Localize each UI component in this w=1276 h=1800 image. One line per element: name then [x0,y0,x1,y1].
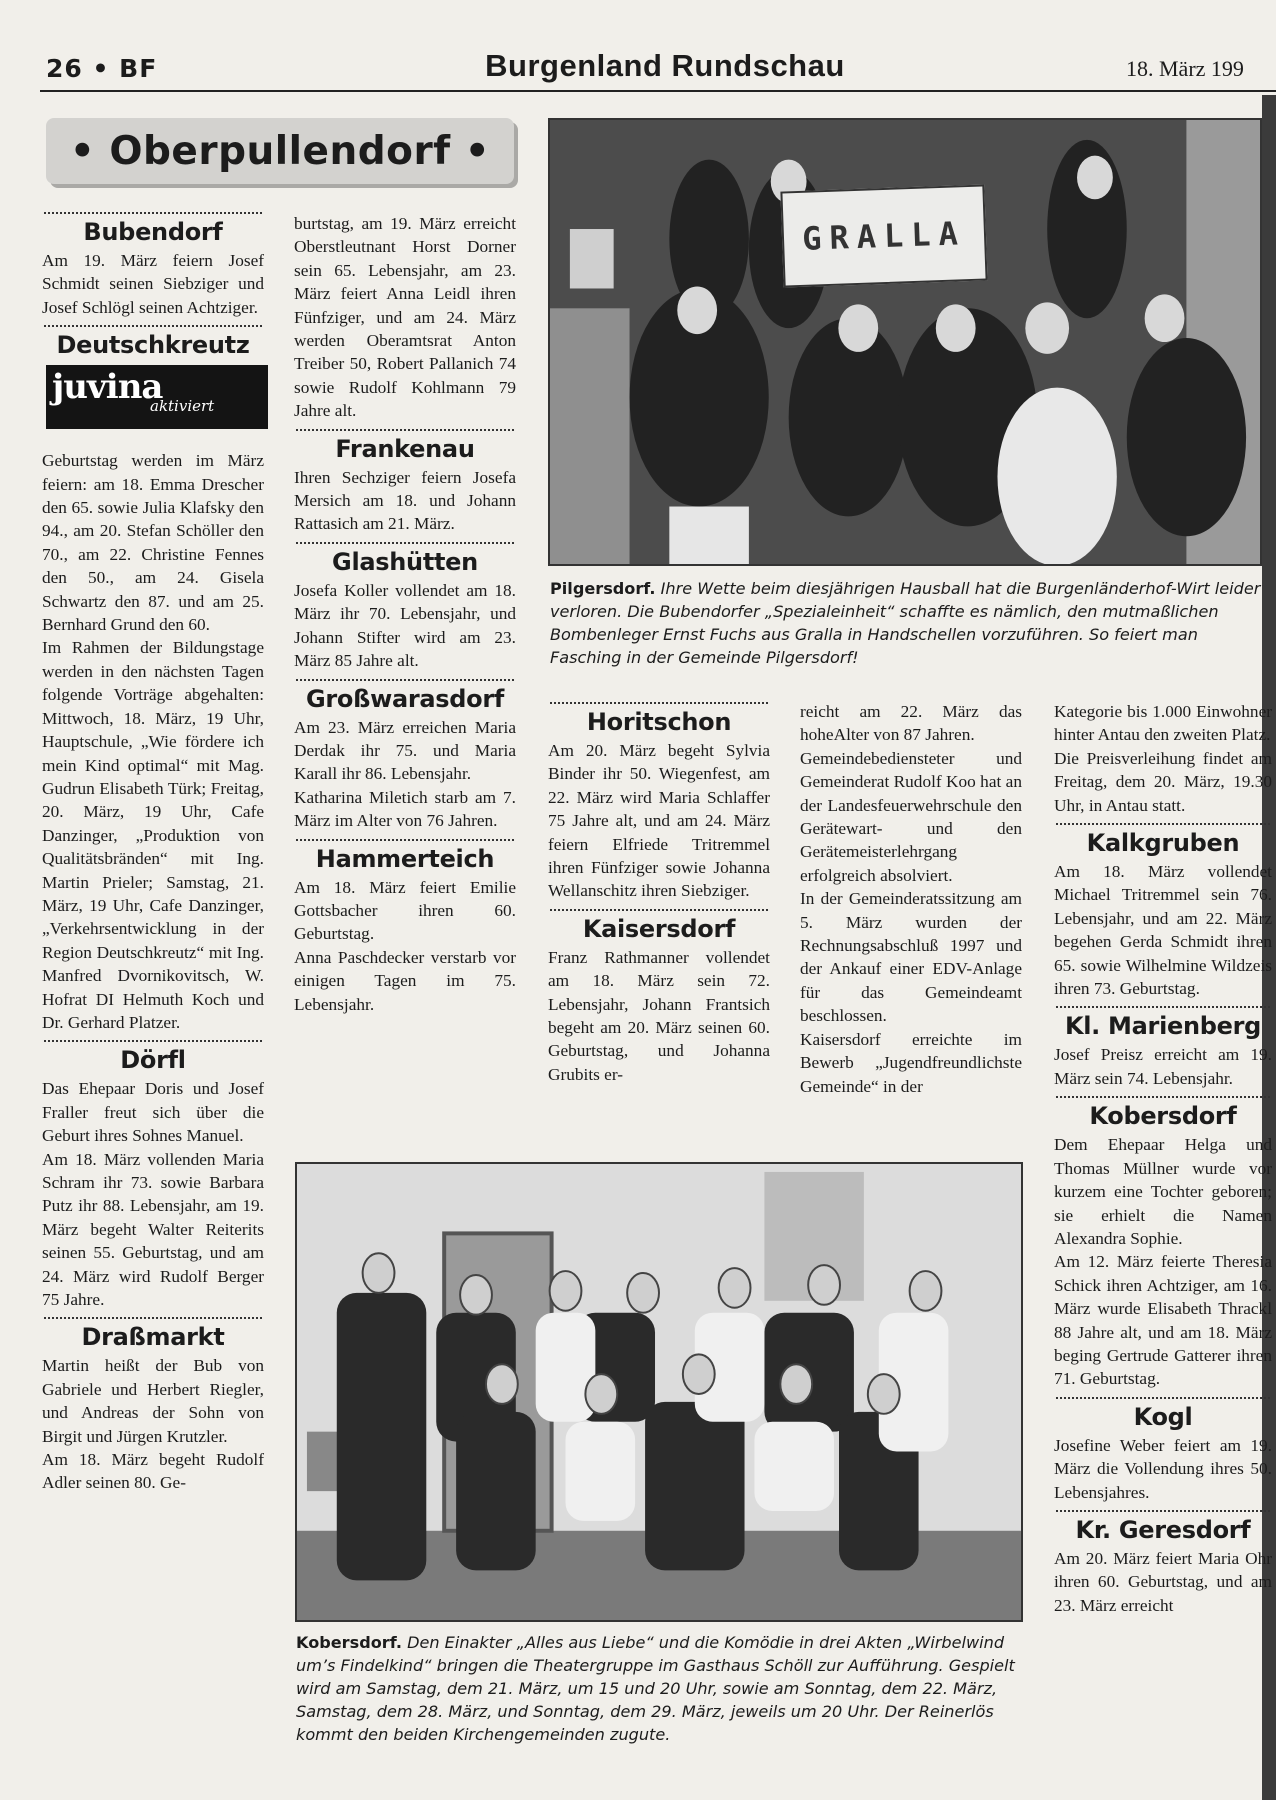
section-text: reicht am 22. März das hoheAlter von 87 Jahren. [800,702,1022,745]
section-text: Das Ehepaar Doris und Josef Fraller freut sich über die Geburt ihres Sohnes Manuel. [42,1079,264,1146]
divider [44,1317,262,1319]
section-grosswarasdorf [294,679,516,833]
section-title: Kobersdorf [1089,1102,1237,1131]
column-4 [800,700,1022,1098]
newspaper-title: Burgenland Rundschau [485,48,845,83]
section-drassmarkt [42,1317,264,1494]
photo-pilgersdorf-caption [550,577,1262,669]
gralla-sign-text: GRALLA [801,214,967,258]
section-bubendorf [42,212,264,319]
gralla-sign [780,184,987,287]
section-text: Am 12. März feierte Theresia Schick ihren Achtziger, am 16. März wurde Elisabeth Thrackl 88 Jahre alt, und am 18. März beging Gertrude Gatterer ihren 71. Geburtstag. [1054,1252,1272,1389]
section-title: Dörfl [120,1046,186,1075]
section-title: Kr. Geresdorf [1075,1515,1251,1544]
section-text: Im Rahmen der Bildungstage werden in den nächsten Tagen folgende Vorträge abgehalten: Mittwoch, 18. März, 19 Uhr, Hauptschule, „Wie fördere ich mein Kind optimal“ mit Mag. Gudrun Elisabeth Türk; Freitag, 20. März, 19 Uhr, Cafe Danzinger, „Produktion von Qualitätsbränden“ mit Ing. Martin Prieler; Samstag, 21. März, 19 Uhr, Cafe Danzinger, „Verkehrsentwicklung in der Region Deutschkreutz“ mit Ing. Manfred Dvornikovitsch, W. Hofrat DI Helmuth Koch und Dr. Gerhard Platzer. [42,638,264,1032]
caption-text: Ihre Wette beim diesjährigen Hausball hat die Burgenländerhof-Wirt leider verloren. Die Bubendorfer „Spezialeinheit“ schaffte es nämlich, den mutmaßlichen Bombenleger Ernst Fuchs aus Gralla in Handschellen vorzuführen. So feiert man Fasching in der Gemeinde Pilgersdorf! [550,579,1261,667]
section-kaisersdorf [548,909,770,1086]
section-text: In der Gemeinderatssitzung am 5. März wurden der Rechnungsabschluß 1997 und der Ankauf einer EDV-Anlage für das Gemeindeamt beschlossen. [800,889,1022,1026]
logo-tagline: aktiviert [150,397,215,416]
section-text: Am 18. März vollenden Maria Schram ihr 73. sowie Barbara Putz ihr 88. Lebensjahr, am 19. März begeht Walter Reiterits seinen 55. Geburtstag, und am 24. März wird Rudolf Berger 75 Jahre. [42,1149,264,1310]
divider [44,325,262,327]
photo-kobersdorf-caption [296,1631,1024,1746]
section-title: Bubendorf [83,218,223,246]
divider [550,909,768,911]
section-title: Kaisersdorf [582,914,736,943]
section-text: Josef Preisz erreicht am 19. März sein 74. Lebensjahr. [1054,1045,1272,1088]
section-text: Am 18. März vollendet Michael Tritremmel sein 76. Lebensjahr, und am 22. März begehen Gerda Schmidt ihren 65. sowie Wilhelmine Wildzeis ihren 73. Geburtstag. [1054,862,1272,999]
section-text: Martin heißt der Bub von Gabriele und Herbert Riegler, und Andreas der Sohn von Birgit und Jürgen Krutzler. [42,1356,264,1446]
divider [1056,1006,1270,1008]
column-2 [294,212,516,1016]
photo-pilgersdorf [548,118,1262,566]
divider [1056,823,1270,825]
photo-kobersdorf-image [297,1164,1021,1620]
section-text: Josefa Koller vollendet am 18. März ihr 70. Lebensjahr, und Johann Stifter wird am 23. März 85 Jahre alt. [294,580,516,671]
section-text: Die Preisverleihung findet am Freitag, dem 20. März, 19.30 Uhr, in Antau statt. [1054,748,1272,815]
section-text: Franz Rathmanner vollendet am 18. März sein 72. Lebensjahr, Johann Frantsich begeht am 20. März seinen 60. Geburtstag, und Johanna Grubits er- [548,947,770,1084]
section-continued [294,212,516,423]
section-text: Anna Paschdecker verstarb vor einigen Tagen im 75. Lebensjahr. [294,947,516,1014]
divider [296,839,514,841]
section-kobersdorf [1054,1096,1272,1390]
section-text: Geburtstag werden im März feiern: am 18. Emma Drescher den 65. sowie Julia Klafsky den 94., am 20. Stefan Schöller den 70., am 22. Christine Fennes den 50., am 24. Gisela Schwartz den 87. und am 25. Bernhard Grund den 60. [42,451,264,635]
region-banner [46,118,514,184]
section-text: Ihren Sechziger feiern Josefa Mersich am 18. und Johann Rattasich am 21. März. [294,467,516,534]
section-text: Am 19. März feiern Josef Schmidt seinen Siebziger und Josef Schlögl seinen Achtziger. [42,251,264,317]
section-title: Hammerteich [315,844,495,873]
section-text: Am 20. März feiert Maria Ohr ihren 60. Geburtstag, und am 23. März erreicht [1054,1548,1272,1615]
section-krgeresdorf [1054,1510,1272,1617]
page-number: 26 • BF [46,54,158,83]
section-frankenau [294,429,516,536]
divider [296,429,514,431]
section-text: Katharina Miletich starb am 7. März im Alter von 76 Jahren. [294,787,516,831]
section-deutschkreutz [42,325,264,1034]
divider [1056,1510,1270,1512]
section-text: Am 18. März feiert Emilie Gottsbacher ihren 60. Geburtstag. [294,877,516,944]
section-horitschon [548,702,770,903]
section-title: Draßmarkt [81,1323,225,1352]
logo-name: juvina [52,367,163,408]
region-banner-text: • Oberpullendorf • [69,128,491,174]
section-glashuetten [294,542,516,673]
divider [296,542,514,544]
section-text: Am 23. März erreichen Maria Derdak ihr 75. und Maria Karall ihr 86. Lebensjahr. [294,717,516,784]
divider [44,1040,262,1042]
section-text: Kaisersdorf erreichte im Bewerb „Jugendfreundlichste Gemeinde“ in der [800,1029,1022,1096]
section-text: Dem Ehepaar Helga und Thomas Müllner wurde vor kurzem eine Tochter geboren; sie erhielt die Namen Alexandra Sophie. [1054,1135,1272,1248]
caption-text: Den Einakter „Alles aus Liebe“ und die Komödie in drei Akten „Wirbelwind um’s Findelkind“ bringen die Theatergruppe im Gasthaus Schöll zur Aufführung. Gespielt wird am Samstag, dem 21. März, um 15 und 20 Uhr, sowie am Sonntag, dem 22. März, Samstag, dem 28. März, und Sonntag, dem 29. März, jeweils um 20 Uhr. Der Reinerlös kommt den beiden Kirchengemeinden zugute. [296,1633,1015,1744]
divider [550,702,768,704]
section-title: Glashütten [332,547,478,576]
divider [1056,1397,1270,1399]
column-5 [1054,700,1272,1617]
section-title: Deutschkreutz [56,331,250,360]
caption-place: Kobersdorf. [296,1633,402,1652]
section-klmarienberg [1054,1006,1272,1090]
section-hammerteich [294,839,516,1016]
divider [44,212,262,214]
section-kogl [1054,1397,1272,1504]
photo-kobersdorf [295,1162,1023,1622]
column-1 [42,212,264,1495]
section-text: Josefine Weber feiert am 19. März die Vollendung ihres 50. Lebensjahres. [1054,1435,1272,1502]
juvina-logo [46,365,268,429]
header-rule [40,90,1276,92]
section-text: burtstag, am 19. März erreicht Oberstleutnant Horst Dorner sein 65. Lebensjahr, am 23. März feiert Anna Leidl ihren Fünfziger, und am 24. März werden Oberamtsrat Anton Treiber 50, Robert Pallanich 74 sowie Rudolf Kohlmann 79 Jahre alt. [294,214,516,421]
section-title: Frankenau [335,434,475,463]
section-text: Kategorie bis 1.000 Einwohner hinter Antau den zweiten Platz. [1054,702,1272,745]
section-doerfl [42,1040,264,1311]
section-title: Horitschon [586,708,732,736]
caption-place: Pilgersdorf. [550,579,656,598]
section-title: Kalkgruben [1086,829,1240,858]
section-text: Am 18. März begeht Rudolf Adler seinen 80. Ge- [42,1450,264,1493]
section-title: Kogl [1133,1402,1193,1431]
column-3 [548,702,770,1086]
divider [1056,1096,1270,1098]
section-continued [1054,700,1272,817]
section-text: Gemeindebediensteter und Gemeinderat Rudolf Koo hat an der Landesfeuerwehrschule den Gerätewart- und den Gerätemeisterlehrgang erfolgreich absolviert. [800,748,1022,885]
issue-date: 18. März 199 [1126,56,1244,81]
divider [296,679,514,681]
section-kalkgruben [1054,823,1272,1000]
section-title: Kl. Marienberg [1064,1012,1262,1041]
section-text: Am 20. März begeht Sylvia Binder ihr 50. Wiegenfest, am 22. März wird Maria Schlaffer 75 Jahre alt, und am 24. März feiern Elfriede Tritremmel ihren Fünfziger sowie Johanna Wellanschitz ihren Siebziger. [548,741,770,901]
section-title: Großwarasdorf [305,684,504,713]
